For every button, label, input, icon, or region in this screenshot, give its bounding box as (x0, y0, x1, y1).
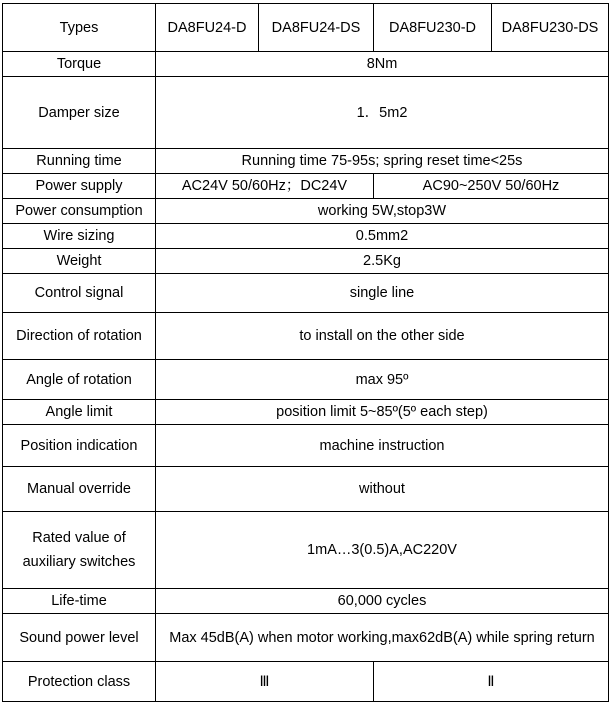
header-row (3, 4, 609, 52)
label-auxiliary-switches: Rated value of auxiliary switches (3, 512, 156, 589)
spec-table (2, 3, 609, 702)
label-damper-size: Damper size (3, 77, 156, 149)
label-manual-override: Manual override (3, 467, 156, 512)
value-position-indication: machine instruction (156, 425, 609, 467)
model-da8fu24-ds: DA8FU24-DS (259, 4, 374, 52)
label-direction-of-rotation: Direction of rotation (3, 313, 156, 360)
label-torque: Torque (3, 52, 156, 77)
value-sound-power-level: Max 45dB(A) when motor working,max62dB(A) while spring return (156, 614, 609, 662)
label-power-consumption: Power consumption (3, 199, 156, 224)
row-power-supply (3, 174, 609, 199)
label-power-supply: Power supply (3, 174, 156, 199)
label-wire-sizing: Wire sizing (3, 224, 156, 249)
model-da8fu230-d: DA8FU230-D (374, 4, 492, 52)
types-label: Types (3, 4, 156, 52)
value-torque: 8Nm (156, 52, 609, 77)
value-manual-override: without (156, 467, 609, 512)
value-angle-of-rotation: max 95º (156, 360, 609, 400)
row-protection-class (3, 662, 609, 702)
model-da8fu230-ds: DA8FU230-DS (492, 4, 609, 52)
value-angle-limit: position limit 5~85º(5º each step) (156, 400, 609, 425)
label-angle-of-rotation: Angle of rotation (3, 360, 156, 400)
value-power-supply-24v: AC24V 50/60Hz；DC24V (156, 174, 374, 199)
value-direction-of-rotation: to install on the other side (156, 313, 609, 360)
row-power-consumption (3, 199, 609, 224)
row-torque (3, 52, 609, 77)
value-damper-size: 1．5m2 (156, 77, 609, 149)
label-protection-class: Protection class (3, 662, 156, 702)
row-angle-of-rotation (3, 360, 609, 400)
row-wire-sizing (3, 224, 609, 249)
row-auxiliary-switches (3, 512, 609, 589)
label-weight: Weight (3, 249, 156, 274)
label-sound-power-level: Sound power level (3, 614, 156, 662)
label-running-time: Running time (3, 149, 156, 174)
label-control-signal: Control signal (3, 274, 156, 313)
value-life-time: 60,000 cycles (156, 589, 609, 614)
row-direction-of-rotation (3, 313, 609, 360)
label-life-time: Life-time (3, 589, 156, 614)
row-running-time (3, 149, 609, 174)
label-position-indication: Position indication (3, 425, 156, 467)
value-control-signal: single line (156, 274, 609, 313)
value-protection-class-24v: Ⅲ (156, 662, 374, 702)
row-angle-limit (3, 400, 609, 425)
value-protection-class-230v: Ⅱ (374, 662, 609, 702)
value-running-time: Running time 75-95s; spring reset time<25s (156, 149, 609, 174)
row-weight (3, 249, 609, 274)
value-power-supply-230v: AC90~250V 50/60Hz (374, 174, 609, 199)
value-weight: 2.5Kg (156, 249, 609, 274)
row-position-indication (3, 425, 609, 467)
value-auxiliary-switches: 1mA…3(0.5)A,AC220V (156, 512, 609, 589)
row-control-signal (3, 274, 609, 313)
value-power-consumption: working 5W,stop3W (156, 199, 609, 224)
row-life-time (3, 589, 609, 614)
row-sound-power-level (3, 614, 609, 662)
value-wire-sizing: 0.5mm2 (156, 224, 609, 249)
label-angle-limit: Angle limit (3, 400, 156, 425)
row-damper-size (3, 77, 609, 149)
row-manual-override (3, 467, 609, 512)
model-da8fu24-d: DA8FU24-D (156, 4, 259, 52)
